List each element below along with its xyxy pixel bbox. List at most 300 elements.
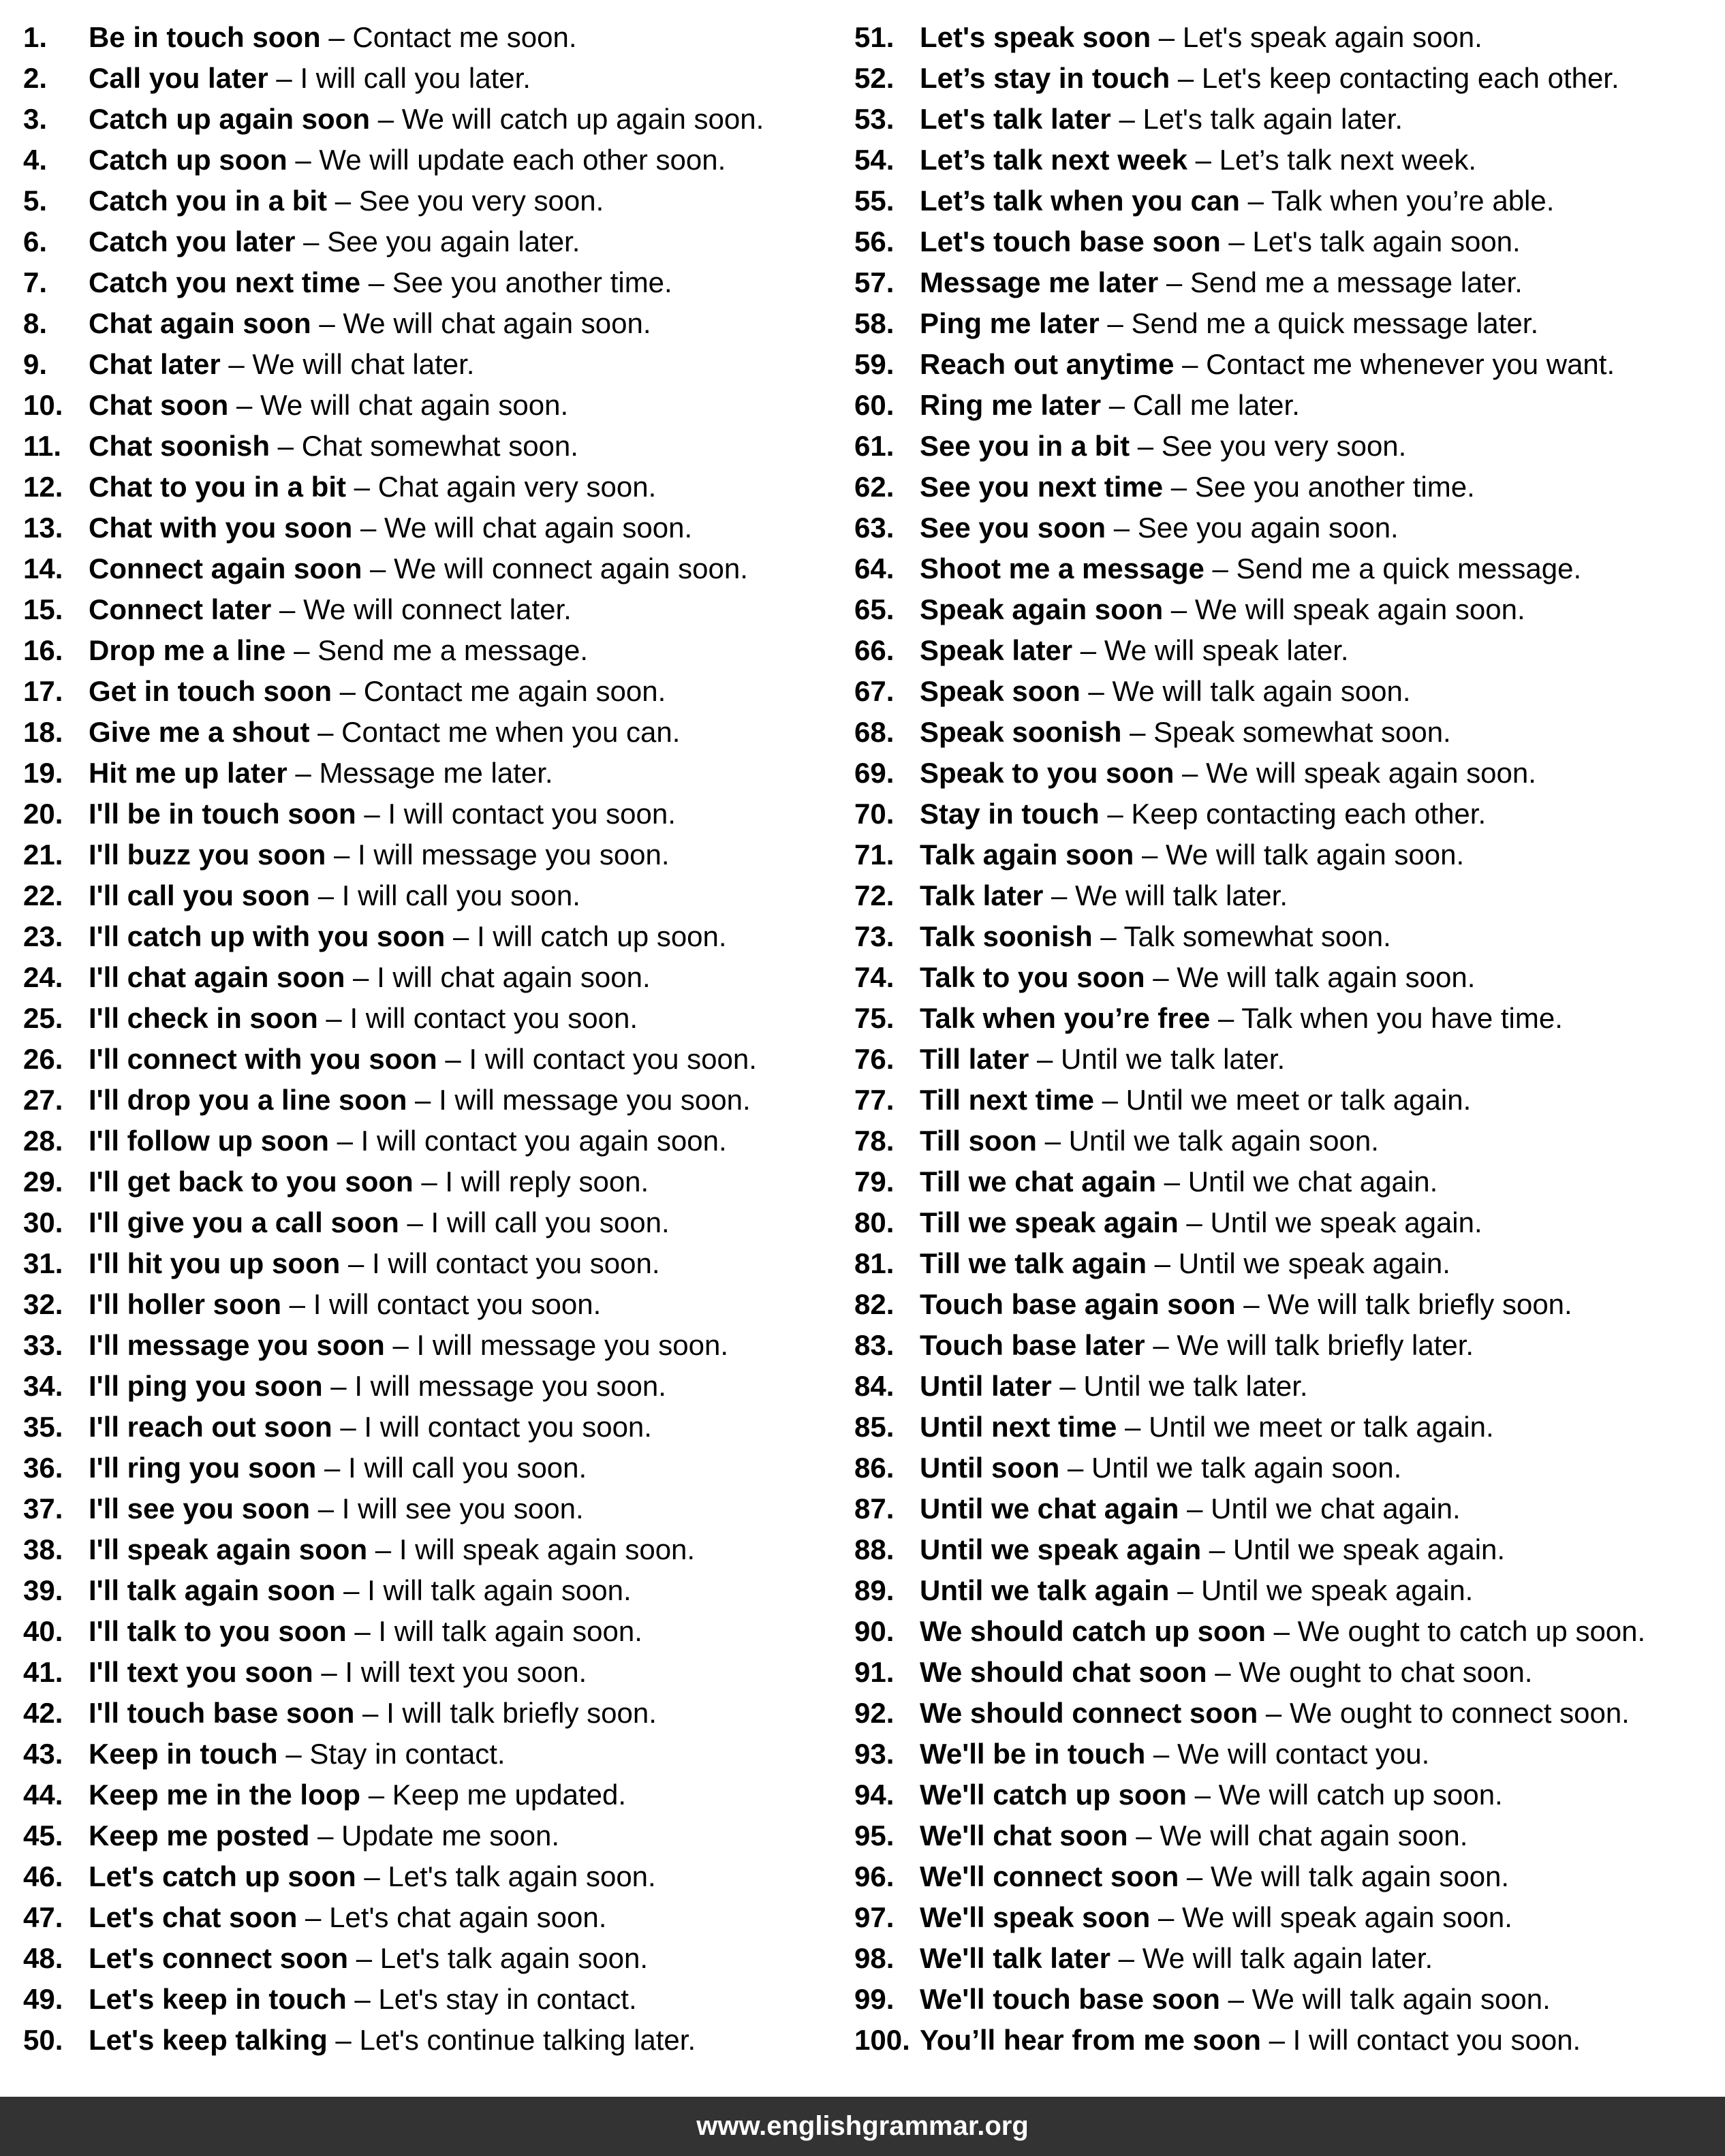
- item-meaning: Until we talk again soon.: [1068, 1125, 1379, 1157]
- list-item: [854, 756, 1720, 797]
- item-number: 33.: [23, 1329, 63, 1361]
- item-meaning: I will chat again soon.: [377, 961, 651, 993]
- item-phrase: Speak soon: [920, 675, 1081, 707]
- list-item: [854, 1901, 1720, 1941]
- item-separator: –: [1186, 1779, 1219, 1811]
- item-number: 86.: [854, 1452, 895, 1484]
- item-phrase: Until soon: [920, 1452, 1060, 1484]
- item-separator: –: [346, 1615, 379, 1647]
- list-item: [854, 1206, 1720, 1247]
- list-item: [854, 960, 1720, 1001]
- item-meaning: We will catch up again soon.: [401, 103, 764, 135]
- item-phrase: Catch up again soon: [89, 103, 371, 135]
- list-item: [854, 1001, 1720, 1042]
- item-phrase: Give me a shout: [89, 716, 310, 748]
- item-phrase: I'll hit you up soon: [89, 1247, 341, 1279]
- item-separator: –: [311, 307, 343, 339]
- item-number: 75.: [854, 1002, 895, 1034]
- item-separator: –: [1128, 1819, 1160, 1852]
- item-separator: –: [1106, 512, 1138, 544]
- item-number: 92.: [854, 1697, 895, 1729]
- item-phrase: Until we talk again: [920, 1574, 1170, 1606]
- item-number: 84.: [854, 1370, 895, 1402]
- item-meaning: Until we speak again.: [1201, 1574, 1474, 1606]
- item-number: 100.: [854, 2024, 910, 2056]
- item-meaning: I will message you soon.: [416, 1329, 729, 1361]
- list-item: [854, 1247, 1720, 1287]
- list-item: [23, 797, 834, 838]
- item-number: 59.: [854, 348, 895, 380]
- item-separator: –: [1169, 1574, 1202, 1606]
- item-number: 78.: [854, 1125, 895, 1157]
- item-phrase: Stay in touch: [920, 798, 1100, 830]
- item-meaning: Let’s talk next week.: [1219, 144, 1477, 176]
- item-phrase: Let's catch up soon: [89, 1860, 356, 1892]
- item-number: 80.: [854, 1206, 895, 1238]
- list-item: [854, 1165, 1720, 1206]
- list-item: [854, 1941, 1720, 1982]
- item-meaning: I will talk again soon.: [378, 1615, 642, 1647]
- item-meaning: I will text you soon.: [345, 1656, 587, 1688]
- item-number: 89.: [854, 1574, 895, 1606]
- item-phrase: See you next time: [920, 471, 1164, 503]
- item-number: 65.: [854, 593, 895, 625]
- list-item: [854, 307, 1720, 347]
- item-meaning: We will chat again soon.: [343, 307, 651, 339]
- item-separator: –: [348, 1942, 380, 1974]
- list-item: [854, 225, 1720, 266]
- item-number: 38.: [23, 1533, 63, 1565]
- item-separator: –: [345, 961, 377, 993]
- item-meaning: We will connect again soon.: [394, 552, 748, 584]
- item-phrase: Speak later: [920, 634, 1073, 666]
- item-phrase: Catch up soon: [89, 144, 288, 176]
- item-separator: –: [1059, 1452, 1092, 1484]
- item-separator: –: [1093, 1084, 1126, 1116]
- item-meaning: We will connect later.: [303, 593, 572, 625]
- list-item: [854, 879, 1720, 920]
- list-item: [23, 470, 834, 511]
- item-number: 72.: [854, 879, 895, 911]
- item-separator: –: [1029, 1043, 1061, 1075]
- item-phrase: I'll talk to you soon: [89, 1615, 347, 1647]
- item-meaning: I will see you soon.: [341, 1493, 584, 1525]
- item-meaning: Until we talk later.: [1061, 1043, 1286, 1075]
- item-separator: –: [354, 1697, 387, 1729]
- item-number: 61.: [854, 430, 895, 462]
- item-separator: –: [356, 1860, 388, 1892]
- item-number: 73.: [854, 920, 895, 952]
- item-meaning: Let's stay in contact.: [378, 1983, 637, 2015]
- item-meaning: We ought to catch up soon.: [1297, 1615, 1646, 1647]
- list-item: [23, 1533, 834, 1574]
- item-separator: –: [295, 225, 328, 257]
- item-number: 81.: [854, 1247, 895, 1279]
- list-item: [23, 1165, 834, 1206]
- item-meaning: Let's talk again soon.: [379, 1942, 649, 1974]
- item-separator: –: [1099, 798, 1132, 830]
- item-phrase: We'll speak soon: [920, 1901, 1151, 1933]
- item-meaning: Send me a quick message later.: [1131, 307, 1539, 339]
- item-phrase: Till later: [920, 1043, 1029, 1075]
- item-number: 66.: [854, 634, 895, 666]
- item-number: 19.: [23, 757, 63, 789]
- item-meaning: Until we talk later.: [1083, 1370, 1308, 1402]
- item-number: 12.: [23, 471, 63, 503]
- list-item: [23, 1083, 834, 1124]
- list-item: [854, 1574, 1720, 1614]
- item-separator: –: [1163, 471, 1195, 503]
- item-phrase: I'll be in touch soon: [89, 798, 356, 830]
- item-meaning: We ought to connect soon.: [1289, 1697, 1630, 1729]
- item-phrase: Till we speak again: [920, 1206, 1179, 1238]
- item-meaning: Until we chat again.: [1211, 1493, 1461, 1525]
- item-meaning: Stay in contact.: [309, 1738, 506, 1770]
- item-separator: –: [310, 1493, 342, 1525]
- item-phrase: Chat soonish: [89, 430, 270, 462]
- item-meaning: Let's chat again soon.: [329, 1901, 607, 1933]
- list-item: [23, 266, 834, 307]
- item-separator: –: [285, 634, 318, 666]
- item-separator: –: [1036, 1125, 1069, 1157]
- item-phrase: We'll chat soon: [920, 1819, 1128, 1852]
- item-separator: –: [1117, 1411, 1149, 1443]
- item-phrase: Let’s talk next week: [920, 144, 1187, 176]
- list-item: [23, 61, 834, 102]
- list-item: [854, 347, 1720, 388]
- item-separator: –: [1092, 920, 1124, 952]
- item-meaning: I will contact you soon.: [313, 1288, 602, 1320]
- item-separator: –: [328, 1125, 361, 1157]
- item-meaning: See you very soon.: [358, 185, 604, 217]
- list-item: [854, 1124, 1720, 1165]
- item-phrase: Reach out anytime: [920, 348, 1175, 380]
- list-item: [854, 184, 1720, 225]
- item-number: 29.: [23, 1166, 63, 1198]
- list-item: [854, 61, 1720, 102]
- item-separator: –: [1043, 879, 1076, 911]
- item-meaning: Update me soon.: [341, 1819, 559, 1852]
- item-separator: –: [445, 920, 478, 952]
- item-separator: –: [332, 1411, 364, 1443]
- list-item: [854, 1042, 1720, 1083]
- item-number: 52.: [854, 62, 895, 94]
- item-number: 15.: [23, 593, 63, 625]
- list-item: [854, 143, 1720, 184]
- item-separator: –: [1147, 1247, 1179, 1279]
- item-meaning: I will catch up soon.: [477, 920, 727, 952]
- item-separator: –: [1239, 185, 1271, 217]
- item-phrase: Talk when you’re free: [920, 1002, 1211, 1034]
- item-meaning: Chat again very soon.: [377, 471, 657, 503]
- item-separator: –: [1051, 1370, 1084, 1402]
- item-number: 24.: [23, 961, 63, 993]
- item-phrase: I'll catch up with you soon: [89, 920, 446, 952]
- item-separator: –: [346, 1983, 379, 2015]
- item-phrase: Let's chat soon: [89, 1901, 298, 1933]
- item-meaning: Let's talk again soon.: [1252, 225, 1521, 257]
- item-meaning: I will call you soon.: [348, 1452, 587, 1484]
- item-meaning: Until we meet or talk again.: [1125, 1084, 1472, 1116]
- item-phrase: Until we chat again: [920, 1493, 1179, 1525]
- item-phrase: You’ll hear from me soon: [920, 2024, 1261, 2056]
- item-number: 85.: [854, 1411, 895, 1443]
- item-phrase: Speak again soon: [920, 593, 1164, 625]
- item-phrase: See you in a bit: [920, 430, 1130, 462]
- item-meaning: Let's continue talking later.: [359, 2024, 696, 2056]
- item-meaning: We will talk again later.: [1142, 1942, 1433, 1974]
- list-item: [23, 634, 834, 674]
- item-separator: –: [1121, 716, 1154, 748]
- item-phrase: We'll be in touch: [920, 1738, 1146, 1770]
- item-phrase: Till next time: [920, 1084, 1094, 1116]
- list-item: [23, 1655, 834, 1696]
- item-separator: –: [1099, 307, 1132, 339]
- list-item: [23, 2023, 834, 2064]
- item-phrase: We'll touch base soon: [920, 1983, 1220, 2015]
- item-meaning: We will contact you.: [1177, 1738, 1430, 1770]
- item-number: 62.: [854, 471, 895, 503]
- item-phrase: Ping me later: [920, 307, 1100, 339]
- item-phrase: Catch you next time: [89, 266, 361, 298]
- item-separator: –: [407, 1084, 439, 1116]
- item-number: 63.: [854, 512, 895, 544]
- item-phrase: I'll reach out soon: [89, 1411, 332, 1443]
- item-number: 34.: [23, 1370, 63, 1402]
- list-item: [854, 1492, 1720, 1533]
- list-item: [854, 1369, 1720, 1410]
- item-number: 22.: [23, 879, 63, 911]
- item-separator: –: [310, 879, 342, 911]
- item-number: 27.: [23, 1084, 63, 1116]
- item-separator: –: [1178, 1206, 1211, 1238]
- item-number: 56.: [854, 225, 895, 257]
- list-item: [854, 1982, 1720, 2023]
- item-number: 51.: [854, 21, 895, 53]
- item-number: 98.: [854, 1942, 895, 1974]
- item-separator: –: [1150, 1901, 1183, 1933]
- list-item: [854, 634, 1720, 674]
- item-meaning: We will talk again soon.: [1166, 839, 1465, 871]
- item-number: 53.: [854, 103, 895, 135]
- item-phrase: I'll holler soon: [89, 1288, 282, 1320]
- item-number: 21.: [23, 839, 63, 871]
- item-meaning: Let's speak again soon.: [1182, 21, 1482, 53]
- list-item: [854, 388, 1720, 429]
- item-phrase: Catch you later: [89, 225, 296, 257]
- item-number: 10.: [23, 389, 63, 421]
- item-meaning: We will chat again soon.: [260, 389, 569, 421]
- item-phrase: Let's touch base soon: [920, 225, 1221, 257]
- item-phrase: Catch you in a bit: [89, 185, 328, 217]
- item-number: 6.: [23, 225, 48, 257]
- item-number: 16.: [23, 634, 63, 666]
- item-phrase: Touch base later: [920, 1329, 1145, 1361]
- item-separator: –: [1260, 2024, 1293, 2056]
- item-separator: –: [345, 471, 378, 503]
- item-meaning: I will call you soon.: [341, 879, 580, 911]
- item-separator: –: [281, 1288, 313, 1320]
- item-phrase: Call you later: [89, 62, 268, 94]
- item-separator: –: [437, 1043, 469, 1075]
- item-separator: –: [1158, 266, 1190, 298]
- item-meaning: We will speak later.: [1104, 634, 1349, 666]
- list-item: [23, 1982, 834, 2023]
- item-separator: –: [1145, 1738, 1177, 1770]
- item-number: 28.: [23, 1125, 63, 1157]
- item-number: 31.: [23, 1247, 63, 1279]
- item-meaning: Talk when you’re able.: [1271, 185, 1555, 217]
- item-phrase: I'll follow up soon: [89, 1125, 329, 1157]
- item-number: 76.: [854, 1043, 895, 1075]
- item-phrase: We should connect soon: [920, 1697, 1258, 1729]
- item-phrase: Until next time: [920, 1411, 1117, 1443]
- item-separator: –: [1145, 1329, 1177, 1361]
- item-phrase: Let’s talk when you can: [920, 185, 1240, 217]
- item-phrase: We should catch up soon: [920, 1615, 1266, 1647]
- item-phrase: Chat again soon: [89, 307, 311, 339]
- item-phrase: Talk later: [920, 879, 1044, 911]
- item-phrase: Be in touch soon: [89, 21, 321, 53]
- item-separator: –: [352, 512, 385, 544]
- item-number: 30.: [23, 1206, 63, 1238]
- item-number: 48.: [23, 1942, 63, 1974]
- item-phrase: I'll check in soon: [89, 1002, 318, 1034]
- item-separator: –: [309, 1819, 342, 1852]
- item-phrase: Connect later: [89, 593, 272, 625]
- item-number: 82.: [854, 1288, 895, 1320]
- item-number: 13.: [23, 512, 63, 544]
- list-item: [23, 1001, 834, 1042]
- item-number: 1.: [23, 21, 48, 53]
- item-meaning: Speak somewhat soon.: [1153, 716, 1451, 748]
- item-meaning: Talk when you have time.: [1241, 1002, 1563, 1034]
- item-separator: –: [1174, 348, 1207, 380]
- list-item: [854, 1451, 1720, 1492]
- item-number: 77.: [854, 1084, 895, 1116]
- item-meaning: See you again later.: [327, 225, 580, 257]
- item-separator: –: [317, 1002, 350, 1034]
- item-separator: –: [340, 1247, 372, 1279]
- item-number: 37.: [23, 1493, 63, 1525]
- item-number: 83.: [854, 1329, 895, 1361]
- item-number: 94.: [854, 1779, 895, 1811]
- item-phrase: Keep me posted: [89, 1819, 310, 1852]
- item-phrase: Keep in touch: [89, 1738, 278, 1770]
- item-phrase: I'll touch base soon: [89, 1697, 355, 1729]
- item-separator: –: [367, 1533, 399, 1565]
- item-separator: –: [1072, 634, 1104, 666]
- item-number: 55.: [854, 185, 895, 217]
- item-phrase: We'll connect soon: [920, 1860, 1179, 1892]
- item-number: 44.: [23, 1779, 63, 1811]
- item-separator: –: [1101, 389, 1133, 421]
- item-number: 70.: [854, 798, 895, 830]
- item-meaning: Let's keep contacting each other.: [1201, 62, 1619, 94]
- item-number: 87.: [854, 1493, 895, 1525]
- item-meaning: Talk somewhat soon.: [1123, 920, 1391, 952]
- item-number: 42.: [23, 1697, 63, 1729]
- item-number: 18.: [23, 716, 63, 748]
- item-separator: –: [320, 21, 353, 53]
- item-separator: –: [360, 1779, 392, 1811]
- item-separator: –: [268, 62, 300, 94]
- item-number: 9.: [23, 348, 48, 380]
- list-item: [23, 184, 834, 225]
- item-meaning: I will call you soon.: [431, 1206, 670, 1238]
- item-phrase: Let's keep in touch: [89, 1983, 347, 2015]
- list-item: [23, 1206, 834, 1247]
- item-meaning: We will chat again soon.: [1160, 1819, 1468, 1852]
- item-phrase: I'll drop you a line soon: [89, 1084, 407, 1116]
- item-separator: –: [1080, 675, 1113, 707]
- list-item: [854, 266, 1720, 307]
- list-item: [23, 879, 834, 920]
- list-item: [854, 1287, 1720, 1328]
- item-separator: –: [1130, 430, 1162, 462]
- list-item: [854, 715, 1720, 756]
- item-separator: –: [413, 1166, 446, 1198]
- item-number: 43.: [23, 1738, 63, 1770]
- item-separator: –: [1174, 757, 1207, 789]
- item-phrase: Speak soonish: [920, 716, 1122, 748]
- list-item: [23, 1042, 834, 1083]
- list-item: [854, 552, 1720, 593]
- list-item: [854, 838, 1720, 879]
- list-item: [854, 470, 1720, 511]
- item-meaning: We will speak again soon.: [1194, 593, 1525, 625]
- list-item: [23, 1941, 834, 1982]
- item-meaning: We will speak again soon.: [1182, 1901, 1512, 1933]
- item-number: 8.: [23, 307, 48, 339]
- item-meaning: We will talk again soon.: [1252, 1983, 1551, 2015]
- list-item: [23, 1901, 834, 1941]
- item-meaning: Contact me again soon.: [363, 675, 666, 707]
- item-number: 99.: [854, 1983, 895, 2015]
- item-meaning: I will talk briefly soon.: [386, 1697, 657, 1729]
- item-number: 90.: [854, 1615, 895, 1647]
- item-meaning: I will contact you again soon.: [360, 1125, 727, 1157]
- item-meaning: I will contact you soon.: [1292, 2024, 1581, 2056]
- item-separator: –: [1201, 1533, 1233, 1565]
- item-number: 60.: [854, 389, 895, 421]
- item-phrase: I'll message you soon: [89, 1329, 385, 1361]
- item-phrase: Talk soonish: [920, 920, 1093, 952]
- item-meaning: Send me a quick message.: [1236, 552, 1582, 584]
- item-meaning: Until we speak again.: [1210, 1206, 1482, 1238]
- list-item: [23, 756, 834, 797]
- item-separator: –: [331, 675, 364, 707]
- list-item: [854, 797, 1720, 838]
- item-number: 97.: [854, 1901, 895, 1933]
- list-item: [854, 593, 1720, 634]
- item-separator: –: [1151, 21, 1183, 53]
- item-separator: –: [1219, 1983, 1252, 2015]
- item-number: 47.: [23, 1901, 63, 1933]
- list-item: [23, 1369, 834, 1410]
- list-item: [23, 674, 834, 715]
- item-separator: –: [277, 1738, 310, 1770]
- item-number: 5.: [23, 185, 48, 217]
- item-separator: –: [1170, 62, 1202, 94]
- item-separator: –: [1204, 552, 1237, 584]
- item-number: 7.: [23, 266, 48, 298]
- list-item: [854, 1083, 1720, 1124]
- item-separator: –: [1179, 1860, 1211, 1892]
- list-item: [23, 552, 834, 593]
- item-phrase: I'll connect with you soon: [89, 1043, 437, 1075]
- item-meaning: I will message you soon.: [439, 1084, 751, 1116]
